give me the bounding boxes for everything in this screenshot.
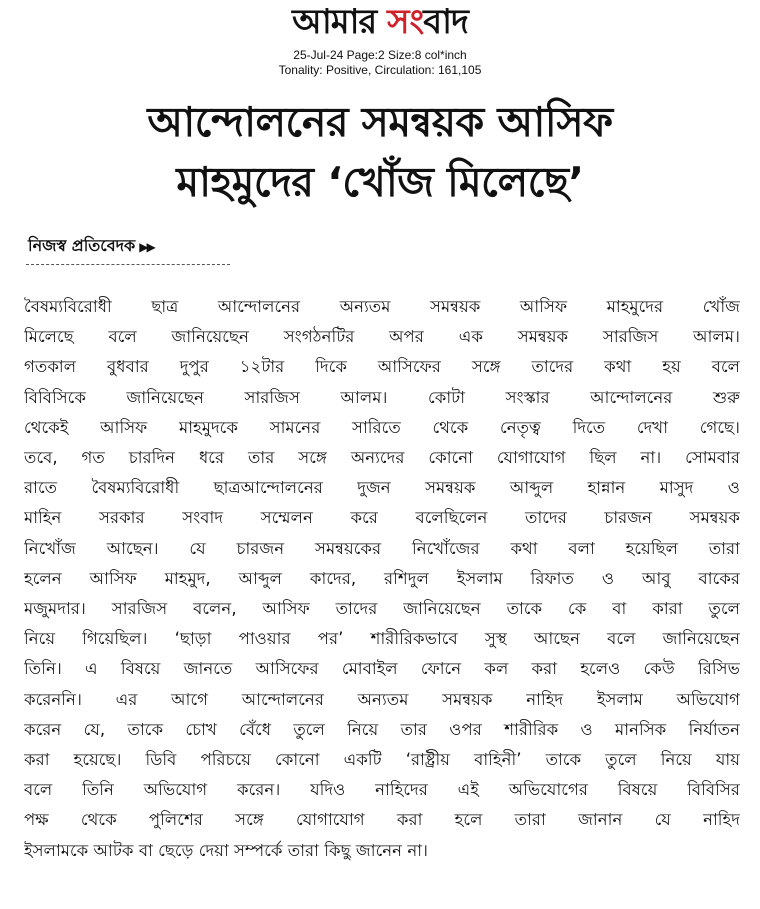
clipping-meta-tonality: Tonality: Positive, Circulation: 161,105	[278, 63, 482, 77]
body-line: করা হয়েছে। ডিবি পরিচয়ে কোনো একটি ‘রাষ্ট্রীয় বাহিনী’ তাকে তুলে নিয়ে যায়	[24, 750, 740, 770]
body-line: মজুমদার। সারজিস বলেন, আসিফ তাদের জানিয়েছেন তাকে কে বা কারা তুলে	[24, 599, 740, 619]
body-line: বিবিসিকে জানিয়েছেন সারজিস আলম। কোটা সংস্কার আন্দোলনের শুরু	[24, 387, 740, 407]
body-line: তবে, গত চারদিন ধরে তার সঙ্গে অন্যদের কোনো যোগাযোগ ছিল না। সোমবার	[24, 448, 740, 468]
body-line: ইসলামকে আটক বা ছেড়ে দেয়া সম্পর্কে তারা কিছু জানেন না।	[24, 840, 428, 860]
body-line: বৈষম্যবিরোধী ছাত্র আন্দোলনের অন্যতম সমন্বয়ক আসিফ মাহমুদের খোঁজ	[24, 297, 740, 316]
byline-text: নিজস্ব প্রতিবেদক	[28, 236, 136, 255]
masthead-word-amar: আমার	[292, 2, 388, 42]
headline-line-2: মাহমুদের ‘খোঁজ মিলেছে’	[176, 158, 584, 206]
body-line: রাতে বৈষম্যবিরোধী ছাত্রআন্দোলনের দুজন সমন্বয়ক আব্দুল হান্নান মাসুদ ও	[24, 478, 740, 498]
body-line: করেননি। এর আগে আন্দোলনের অন্যতম সমন্বয়ক নাহিদ ইসলাম অভিযোগ	[24, 689, 740, 709]
clipping-meta-date-page: 25-Jul-24 Page:2 Size:8 col*inch	[293, 48, 467, 62]
body-line: গতকাল বুধবার দুপুর ১২টার দিকে আসিফের সঙ্গে তাদের কথা হয় বলে	[24, 357, 740, 377]
headline-line-1: আন্দোলনের সমন্বয়ক আসিফ	[147, 98, 613, 146]
byline-divider	[26, 264, 230, 265]
byline-arrows-icon: ▶▶	[139, 240, 154, 254]
body-line: নিখোঁজ আছেন। যে চারজন সমন্বয়কের নিখোঁজের কথা বলা হয়েছিল তারা	[24, 538, 740, 558]
newspaper-masthead	[0, 2, 760, 42]
body-line: তিনি। এ বিষয়ে জানতে আসিফের মোবাইল ফোনে কল করা হলেও কেউ রিসিভ	[24, 659, 740, 679]
byline	[28, 235, 228, 258]
body-line: পক্ষ থেকে পুলিশের সঙ্গে যোগাযোগ করা হলে তারা জানান যে নাহিদ	[24, 810, 740, 830]
body-line: মিলেছে বলে জানিয়েছেন সংগঠনটির অপর এক সমন্বয়ক সারজিস আলম।	[24, 327, 740, 347]
body-line: মাহিন সরকার সংবাদ সম্মেলন করে বলেছিলেন তাদের চারজন সমন্বয়ক	[24, 508, 740, 528]
article-headline	[40, 92, 720, 212]
masthead-accent-letter: সং	[387, 2, 424, 42]
body-line: নিয়ে গিয়েছিল। ‘ছাড়া পাওয়ার পর’ শারীরিকভাবে সুস্থ আছেন বলে জানিয়েছেন	[24, 629, 740, 649]
body-line: বলে তিনি অভিযোগ করেন। যদিও নাহিদের এই অভিযোগের বিষয়ে বিবিসির	[24, 780, 740, 800]
body-line: থেকেই আসিফ মাহমুদকে সামনের সারিতে থেকে নেতৃত্ব দিতে দেখা গেছে।	[24, 417, 740, 437]
body-line: হলেন আসিফ মাহমুদ, আব্দুল কাদের, রশিদুল ইসলাম রিফাত ও আবু বাকের	[24, 568, 740, 588]
masthead-word-bad: বাদ	[423, 2, 468, 42]
body-line: করেন যে, তাকে চোখ বেঁধে তুলে নিয়ে তার ওপর শারীরিক ও মানসিক নির্যাতন	[24, 719, 740, 739]
article-body	[24, 292, 740, 866]
